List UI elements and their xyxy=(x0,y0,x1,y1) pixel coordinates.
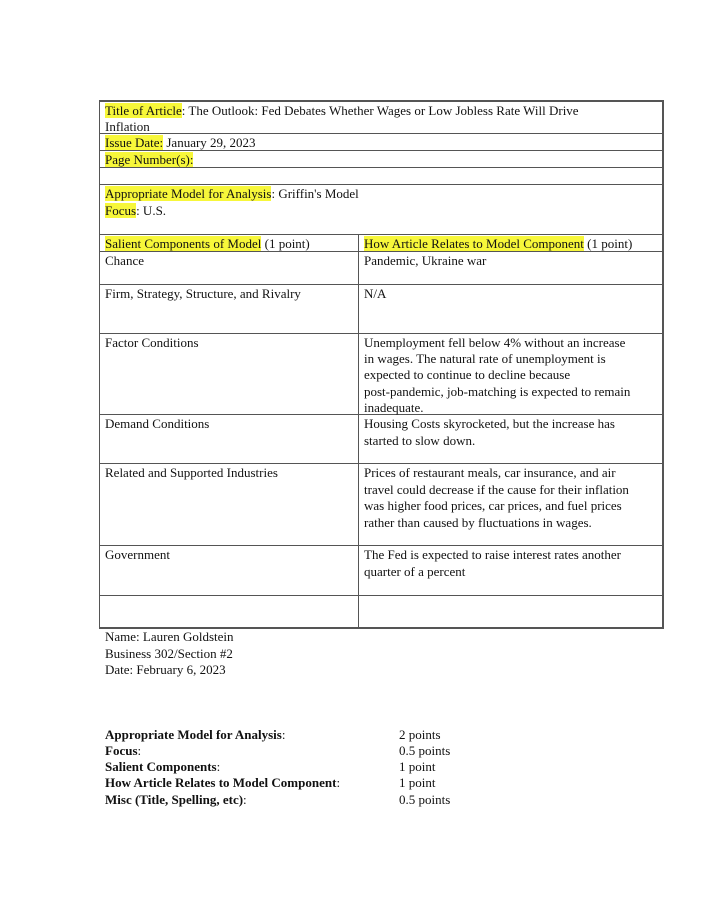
relation-related-line: travel could decrease if the cause for their inflation xyxy=(364,482,629,497)
component-factor-conditions: Factor Conditions xyxy=(105,335,199,350)
rubric-suffix: : xyxy=(336,775,341,790)
article-title-continuation: Inflation xyxy=(105,119,150,134)
row-divider xyxy=(99,595,664,596)
row-divider xyxy=(99,333,664,334)
table-left-border xyxy=(99,100,100,628)
rubric-item xyxy=(105,792,247,809)
component-firm-strategy: Firm, Strategy, Structure, and Rivalry xyxy=(105,286,301,301)
rubric-label: Focus xyxy=(105,743,138,758)
relation-government-line: quarter of a percent xyxy=(364,564,466,579)
model-label: Appropriate Model for Analysis xyxy=(105,186,272,201)
row-divider xyxy=(99,463,664,464)
relation-related-line: Prices of restaurant meals, car insurance, and air xyxy=(364,465,616,480)
table-right-border xyxy=(662,100,664,628)
model-line xyxy=(105,186,359,203)
rubric-label: How Article Relates to Model Component xyxy=(105,775,337,790)
relation-firm-strategy-line: N/A xyxy=(364,286,387,301)
author-course: Business 302/Section #2 xyxy=(105,646,233,661)
col1-header xyxy=(105,236,310,253)
relation-chance-line: Pandemic, Ukraine war xyxy=(364,253,487,268)
rubric-suffix: : xyxy=(243,792,247,807)
col1-header-label: Salient Components of Model xyxy=(105,236,262,251)
rubric-label: Misc (Title, Spelling, etc) xyxy=(105,792,244,807)
row-divider xyxy=(99,284,664,285)
rubric-item xyxy=(105,775,340,792)
relation-factor-line: post-pandemic, job-matching is expected to remain xyxy=(364,384,631,399)
page-number-line xyxy=(105,152,193,169)
author-name: Name: Lauren Goldstein xyxy=(105,629,234,644)
issue-date-value: January 29, 2023 xyxy=(163,135,256,150)
relation-factor-line: expected to continue to decline because xyxy=(364,367,571,382)
relation-factor-line: inadequate. xyxy=(364,400,424,415)
col2-header-points: (1 point) xyxy=(583,236,633,251)
focus-label: Focus xyxy=(105,203,137,218)
relation-demand-line: started to slow down. xyxy=(364,433,476,448)
relation-factor-line: Unemployment fell below 4% without an increase xyxy=(364,335,626,350)
relation-demand-line: Housing Costs skyrocketed, but the increase has xyxy=(364,416,615,431)
relation-related-line: rather than caused by fluctuations in wages. xyxy=(364,515,592,530)
article-title-label: Title of Article xyxy=(105,103,182,118)
rubric-suffix: : xyxy=(137,743,142,758)
component-chance: Chance xyxy=(105,253,144,268)
issue-date-label: Issue Date: xyxy=(105,135,164,150)
rubric-suffix: : xyxy=(216,759,221,774)
issue-date-line xyxy=(105,135,256,152)
rubric-item xyxy=(105,743,141,760)
row-divider xyxy=(99,545,664,546)
rubric-suffix: : xyxy=(281,727,286,742)
focus-line xyxy=(105,203,166,220)
rubric-points: 1 point xyxy=(399,759,436,774)
component-demand-conditions: Demand Conditions xyxy=(105,416,210,431)
col2-header-label: How Article Relates to Model Component xyxy=(364,236,584,251)
rubric-points: 0.5 points xyxy=(399,743,451,758)
author-date: Date: February 6, 2023 xyxy=(105,662,226,677)
article-title-value: : The Outlook: Fed Debates Whether Wages or Low Jobless Rate Will Drive xyxy=(181,103,579,118)
rubric-label: Appropriate Model for Analysis xyxy=(105,727,282,742)
row-divider xyxy=(99,133,664,134)
row-divider xyxy=(99,184,664,185)
article-title-line xyxy=(105,103,579,120)
table-top-border xyxy=(99,100,664,102)
model-value: : Griffin's Model xyxy=(271,186,359,201)
component-government: Government xyxy=(105,547,170,562)
relation-factor-line: in wages. The natural rate of unemployment is xyxy=(364,351,606,366)
row-divider xyxy=(99,234,664,235)
relation-related-line: was higher food prices, car prices, and fuel prices xyxy=(364,498,622,513)
col2-header xyxy=(364,236,632,253)
rubric-points: 1 point xyxy=(399,775,436,790)
rubric-item xyxy=(105,727,285,744)
column-divider xyxy=(358,234,359,628)
relation-government-line: The Fed is expected to raise interest rates another xyxy=(364,547,622,562)
rubric-label: Salient Components xyxy=(105,759,217,774)
component-related-industries: Related and Supported Industries xyxy=(105,465,278,480)
rubric-points: 0.5 points xyxy=(399,792,451,807)
page-number-label: Page Number(s): xyxy=(105,152,194,167)
focus-value: : U.S. xyxy=(136,203,167,218)
rubric-item xyxy=(105,759,220,776)
col1-header-points: (1 point) xyxy=(261,236,310,251)
rubric-points: 2 points xyxy=(399,727,441,742)
